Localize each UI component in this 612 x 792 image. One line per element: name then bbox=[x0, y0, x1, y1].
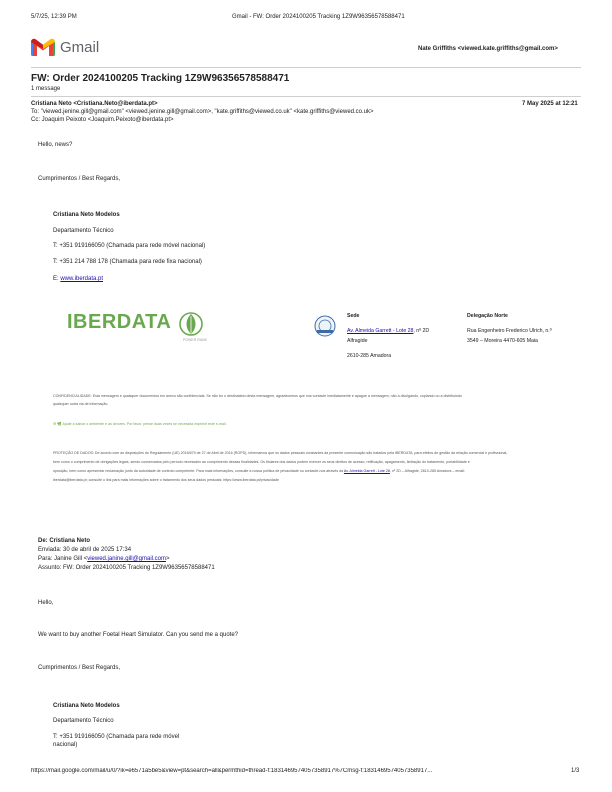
sede-address-rest: , nº 2D bbox=[413, 328, 430, 334]
fwd-sent: Enviada: 30 de abril de 2025 17:34 bbox=[38, 547, 132, 553]
regards: Cumprimentos / Best Regards, bbox=[38, 176, 121, 182]
fwd-signature-name: Cristiana Neto Modelos bbox=[53, 703, 120, 709]
fwd-to-prefix: Para: Janine Gill < bbox=[38, 556, 88, 562]
cc-recipients[interactable]: Joaquim Peixoto <Joaquim.Peixoto@iberdata.pt> bbox=[41, 117, 174, 123]
divider bbox=[31, 67, 581, 68]
fwd-signature-dept: Departamento Técnico bbox=[53, 718, 114, 724]
fwd-greeting: Hello, bbox=[38, 600, 54, 606]
iberdata-leaf-icon bbox=[178, 311, 204, 337]
gdpr-line3-rest: , nº 2D – Alfragide, 2610-285 Amadora – email: bbox=[389, 469, 465, 473]
message-date: 7 May 2025 at 12:21 bbox=[522, 101, 578, 107]
iberdata-sub: POWER RANK bbox=[183, 338, 207, 342]
confidentiality-line1: CONFIDENCIALIDADE: Esta mensagem e quaisquer documentos em anexo são confidenciais. Se não for o destinatário desta mensagem, agradecemos que nos contacte imediatamente e apague a mensagem, não a divulgando, copiando ou a distribuindo bbox=[53, 394, 462, 398]
signature-name: Cristiana Neto Modelos bbox=[53, 212, 120, 218]
signature-web bbox=[53, 276, 103, 282]
to-label: To: bbox=[31, 109, 40, 115]
gdpr-address-link[interactable]: Av. Almeida Garrett - Lote 28 bbox=[343, 469, 390, 473]
sede-label: Sede bbox=[347, 313, 360, 319]
gdpr-line2: bem como o cumprimento de obrigações legais, sendo conservados pelo período necessário ao cumprimento dessas finalidades. Os titulares dos dados podem exercer os seus direitos de acesso, retificação, apagamento, limitação do tratamento, portabilidade e bbox=[53, 460, 470, 464]
gdpr-line4: iberdata@iberdata.pt; consulte o link para mais informações sobre o tratamento dos seus dados pessoais: https://www.iberdata.pt/privacidade bbox=[53, 478, 279, 482]
message-count: 1 message bbox=[31, 86, 61, 92]
greeting: Hello, news? bbox=[38, 142, 73, 148]
account-email: Nate Griffiths <viewed.kate.griffiths@gmail.com> bbox=[418, 46, 558, 52]
sede-address-line1 bbox=[347, 328, 429, 334]
divider bbox=[31, 96, 581, 97]
iberdata-wordmark: IBERDATA bbox=[67, 311, 172, 334]
web-link[interactable]: www.iberdata.pt bbox=[60, 276, 104, 282]
gmail-wordmark: Gmail bbox=[60, 38, 100, 56]
to-recipients[interactable]: "viewed.jenine.gill@gmail.com" <viewed.jenine.gill@gmail.com>, "kate.griffiths@viewed.co.uk" <kate.griffiths@viewed.co.uk> bbox=[40, 109, 374, 115]
message-to bbox=[31, 109, 374, 115]
sede-address-link[interactable]: Av. Almeida Garrett - Lote 28 bbox=[347, 328, 414, 334]
signature-phone-fixed: T: +351 214 788 178 (Chamada para rede fixa nacional) bbox=[53, 259, 202, 265]
sede-address-line2: Alfragide bbox=[347, 338, 368, 344]
norte-address-line2: 3549 – Moreira 4470-605 Maia bbox=[467, 338, 538, 344]
fwd-body: We want to buy another Foetal Heart Simulator. Can you send me a quote? bbox=[38, 632, 239, 638]
web-label: E: bbox=[53, 276, 59, 282]
message-from[interactable]: Cristiana Neto <Cristiana.Neto@iberdata.pt> bbox=[31, 101, 158, 107]
gdpr-line3-text: oposição, bem como apresentar reclamação junto da autoridade de controlo competente. Para mais informações, consulte a nossa política de privacidade ou contacte-nos através da bbox=[53, 469, 344, 473]
cc-label: Cc: bbox=[31, 117, 40, 123]
gdpr-line3 bbox=[53, 467, 507, 476]
fwd-from: De: Cristiana Neto bbox=[38, 538, 91, 544]
confidentiality-notice bbox=[53, 394, 462, 406]
norte-address-line1: Rua Engenheiro Frederico Ulrich, n.º bbox=[467, 328, 552, 334]
print-datetime: 5/7/25, 12:39 PM bbox=[31, 14, 77, 20]
thread-subject: FW: Order 2024100205 Tracking 1Z9W96356578588471 bbox=[31, 73, 290, 84]
fwd-to bbox=[38, 556, 170, 562]
iberdata-logo bbox=[67, 311, 207, 342]
norte-label: Delegação Norte bbox=[467, 313, 508, 319]
confidentiality-line2: quaisquer outra via de informação. bbox=[53, 402, 109, 406]
fwd-to-link[interactable]: viewed.janine.gill@gmail.com bbox=[87, 556, 166, 562]
certification-badge-icon bbox=[313, 314, 337, 338]
message-cc bbox=[31, 117, 174, 123]
fwd-subject: Assunto: FW: Order 2024100205 Tracking 1Z9W96356578588471 bbox=[38, 565, 215, 571]
environment-notice: ♻ 🌿 Ajude a salvar o ambiente e as árvores. Por favor, pense duas vezes se necessita imprimir este e-mail. bbox=[53, 422, 227, 426]
print-footer-page: 1/3 bbox=[571, 768, 580, 774]
gdpr-notice bbox=[53, 449, 507, 485]
print-title: Gmail - FW: Order 2024100205 Tracking 1Z9W96356578588471 bbox=[232, 14, 405, 20]
sede-address-line3: 2610-285 Amadora bbox=[347, 353, 392, 359]
signature-dept: Departamento Técnico bbox=[53, 228, 114, 234]
gmail-icon bbox=[31, 38, 55, 56]
print-footer-url: https://mail.google.com/mail/u/0/?ik=e6571a5be5&view=pt&search=all&permthid=thread-f:1831469574057358917%7Cmsg-f:1831469574057358917... bbox=[31, 768, 433, 774]
fwd-signature-phone-line2: nacional) bbox=[53, 742, 78, 748]
gmail-logo[interactable] bbox=[31, 38, 99, 56]
gdpr-line1: PROTEÇÃO DE DADOS: De acordo com as disposições do Regulamento (UE) 2016/679 de 27 de Abril de 2016 (RGPD), informamos que os dados pessoais constantes da presente comunicação são tratados pela IBERDATA, para efeitos de gestão da relação comercial e profissional, bbox=[53, 451, 508, 455]
signature-phone-mobile: T: +351 919166050 (Chamada para rede móvel nacional) bbox=[53, 243, 206, 249]
fwd-signature-phone-line1: T: +351 919166050 (Chamada para rede móvel bbox=[53, 734, 180, 740]
fwd-to-suffix: > bbox=[166, 556, 170, 562]
fwd-regards: Cumprimentos / Best Regards, bbox=[38, 665, 121, 671]
